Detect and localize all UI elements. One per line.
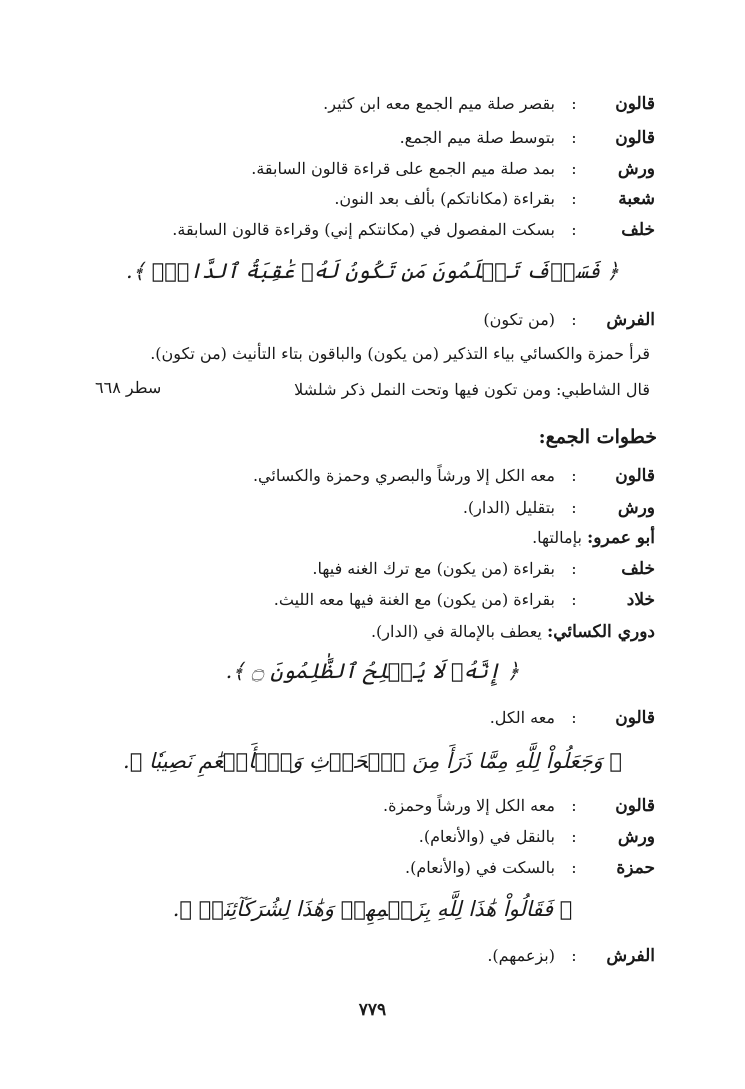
quran-verse-3: ﴿ وَجَعَلُواْ لِلَّهِ مِمَّا ذَرَأَ مِنَ ٱلۡحَرۡثِ وَٱلۡأَنۡعَٰمِ نَصِيبٗا ﴾.: [123, 749, 622, 773]
reader-label: خلف: [621, 220, 655, 240]
reader-label: ورش: [617, 159, 655, 179]
entry-shuba: شعبة:بقراءة (مكاناتكم) بألف بعد النون.: [334, 189, 655, 209]
entry-text: بإمالتها.: [532, 528, 582, 547]
entry-hamza: حمزة:بالسكت في (والأنعام).: [405, 858, 655, 878]
shatibi-quote: قال الشاطبي: ومن تكون فيها وتحت النمل ذكر شلشلا: [294, 380, 650, 399]
reader-label: ورش: [617, 827, 655, 847]
reader-label: خلف: [621, 559, 655, 579]
reader-label: حمزة: [616, 858, 655, 878]
farsh-entry-1: الفرش:(من تكون): [483, 310, 655, 330]
entry-text: بتقليل (الدار).: [462, 498, 555, 517]
farsh-label: الفرش: [606, 946, 655, 966]
paragraph-readings: قرأ حمزة والكسائي بياء التذكير (من يكون) والباقون بتاء التأنيث (من تكون).: [150, 344, 650, 363]
entry-text: بقراءة (من يكون) مع ترك الغنه فيها.: [312, 559, 555, 578]
entry-duri-kisai: [40, 620, 655, 644]
section-heading: خطوات الجمع:: [538, 426, 657, 448]
quran-verse-4: ﴿ فَقَالُواْ هَٰذَا لِلَّهِ بِزَعۡمِهِمۡ وَهَٰذَا لِشُرَكَآئِنَاۖ ﴾.: [172, 897, 573, 921]
farsh-label: الفرش: [606, 310, 655, 330]
reader-label: قالون: [615, 466, 655, 486]
entry-text: بتوسط صلة ميم الجمع.: [399, 128, 555, 147]
entry-khallad: خلاد:بقراءة (من يكون) مع الغنة فيها معه الليث.: [273, 590, 655, 610]
entry-warsh-3: ورش:بالنقل في (والأنعام).: [418, 827, 655, 847]
quran-verse-1: ﴿ فَسَوۡفَ تَعۡلَمُونَ مَن تَكُونُ لَهُۥ عَٰقِبَةُ ٱلدَّارِۚ ﴾.: [125, 259, 620, 283]
line-reference: سطر ٦٦٨: [95, 378, 162, 397]
reader-label: ورش: [617, 498, 655, 518]
entry-warsh-2: ورش:بتقليل (الدار).: [462, 498, 655, 518]
entry-text: بقراءة (من يكون) مع الغنة فيها معه الليث.: [273, 590, 555, 609]
reader-label: قالون: [615, 708, 655, 728]
farsh-text: (بزعمهم).: [487, 946, 555, 965]
entry-warsh-1: ورش:بمد صلة ميم الجمع على قراءة قالون السابقة.: [251, 159, 655, 179]
entry-abu-amr: [40, 526, 655, 550]
entry-text: معه الكل.: [489, 708, 555, 727]
entry-khalaf-1: خلف:بسكت المفصول في (مكانتكم إني) وقراءة قالون السابقة.: [172, 220, 655, 240]
reader-label: قالون: [615, 796, 655, 816]
reader-label: أبو عمرو:: [587, 528, 655, 548]
entry-qalun-5: قالون:معه الكل إلا ورشاً وحمزة.: [383, 796, 655, 816]
page-number: ٧٧٩: [358, 1000, 387, 1020]
entry-qalun-4: قالون:معه الكل.: [489, 708, 655, 728]
entry-text: معه الكل إلا ورشاً وحمزة.: [383, 796, 555, 815]
quran-verse-2: ﴿ إِنَّهُۥ لَا يُفۡلِحُ ٱلظَّٰلِمُونَ ۝ ﴾.: [225, 659, 520, 683]
reader-label: قالون: [615, 128, 655, 148]
entry-text: بقصر صلة ميم الجمع معه ابن كثير.: [323, 94, 555, 113]
entry-text: يعطف بالإمالة في (الدار).: [370, 622, 542, 641]
reader-label: قالون: [615, 94, 655, 114]
farsh-entry-2: الفرش:(بزعمهم).: [487, 946, 655, 966]
farsh-text: (من تكون): [483, 310, 555, 329]
entry-qalun-2: قالون:بتوسط صلة ميم الجمع.: [399, 128, 655, 148]
entry-khalaf-2: خلف:بقراءة (من يكون) مع ترك الغنه فيها.: [312, 559, 655, 579]
entry-text: بمد صلة ميم الجمع على قراءة قالون السابقة.: [251, 159, 555, 178]
entry-qalun-1: قالون:بقصر صلة ميم الجمع معه ابن كثير.: [323, 94, 655, 114]
entry-text: بسكت المفصول في (مكانتكم إني) وقراءة قالون السابقة.: [172, 220, 555, 239]
entry-text: بقراءة (مكاناتكم) بألف بعد النون.: [334, 189, 555, 208]
reader-label: دوري الكسائي:: [546, 622, 655, 642]
entry-text: معه الكل إلا ورشاً والبصري وحمزة والكسائي.: [252, 466, 555, 485]
entry-text: بالنقل في (والأنعام).: [418, 827, 555, 846]
reader-label: خلاد: [626, 590, 655, 610]
entry-qalun-3: قالون:معه الكل إلا ورشاً والبصري وحمزة والكسائي.: [252, 466, 655, 486]
reader-label: شعبة: [618, 189, 655, 209]
entry-text: بالسكت في (والأنعام).: [405, 858, 555, 877]
